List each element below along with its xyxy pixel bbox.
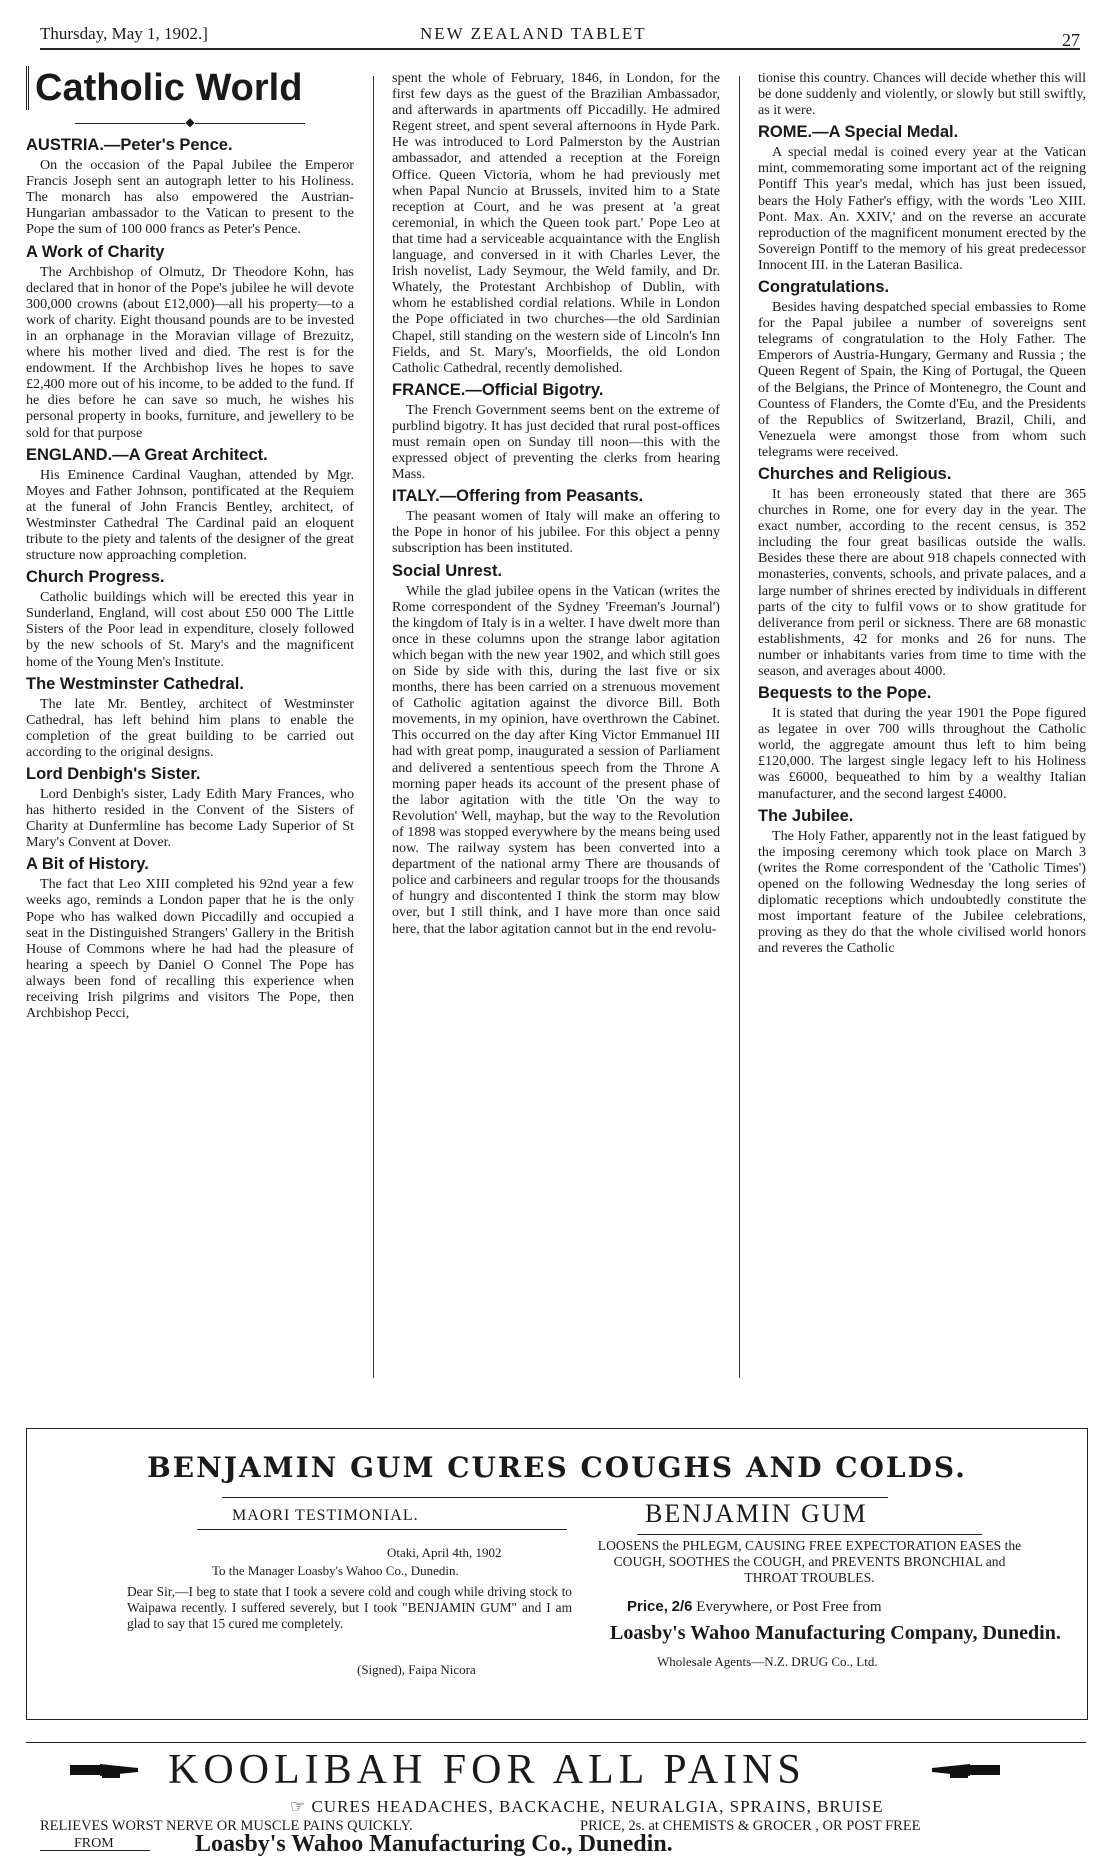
testimonial-rule [197, 1529, 567, 1530]
article-heading: Lord Denbigh's Sister. [26, 765, 201, 783]
price-rest: Everywhere, or Post Free from [696, 1599, 882, 1615]
benjamin-gum-advertisement [26, 1428, 1088, 1720]
price-label: Price, [627, 1598, 668, 1615]
product-rule [637, 1534, 982, 1535]
cures-text: CURES HEADACHES, BACKACHE, NEURALGIA, SPRAINS, BRUISE [311, 1797, 884, 1816]
article-body: The peasant women of Italy will make an offering to the Pope in honor of his jubilee. For this object a penny subscription has been instituted. [392, 508, 720, 557]
article-heading: The Jubilee. [758, 806, 854, 825]
koolibah-from: FROM [74, 1836, 114, 1851]
testimonial-title: MAORI TESTIMONIAL. [232, 1507, 419, 1524]
article-heading: ITALY.—Offering from Peasants. [392, 487, 644, 506]
article-heading: ENGLAND.—A Great Architect. [26, 445, 268, 464]
product-name: BENJAMIN GUM [645, 1499, 868, 1528]
small-hand-icon: ☞ [290, 1797, 307, 1816]
article-body: On the occasion of the Papal Jubilee the Emperor Francis Joseph sent an autograph letter to his Holiness. The monarch has also empowered the Austrian-Hungarian ambassador to the Vatican to present to the Pope the sum of 100 000 francs as Peter's Pence. [26, 157, 354, 238]
ad-top-rule [26, 1742, 1086, 1743]
article-body: It has been erroneously stated that there are 365 churches in Rome, one for every day in the year. The exact number, according to the recent census, is 352 including the four great basilicas outside the walls. Besides these there are about 918 chapels connected with monasteries, convents, schools, and private palaces, and a large number of shrines erected by individuals in different parts of the city to fulfil vows or to show gratitude for deliverance from peril or sickness. There are 68 monastic establishments, 42 for monks and 26 for nuns. The number or inhabitants varies from time to time with the season, and averages about 4000. [758, 485, 1086, 679]
article-body: While the glad jubilee opens in the Vatican (writes the Rome correspondent of the Sydney 'Freeman's Journal') the kingdom of Italy is in a welter. I have dwelt more than once in these columns upon the strange labor agitation which began with the new year 1902, and which still goes on Side by side with this, during the last five or six months, there has been carried on a strenuous movement of Catholic agitation against the divorce Bill. Both movements, in my opinion, have overthrown the Cabinet. This occurred on the day after King Victor Emmanuel III had with great pomp, inaugurated a session of Parliament and delivered a sententious speech from the Throne A morning paper heads its account of the present phase of the labor agitation with the title 'On the way to Revolution' Well, mayhap, but the way to the Revolution of 1898 was stopped everywhere by the means being used now. The railway system has been converted into a department of the national army There are thousands of police and carbineers and regular troops for the thousands of hungry and discontented I think the storm may blow over, but I still think, and I have more than once said here, that the labor agitation cannot but in the end revolu- [392, 582, 720, 937]
product-price [627, 1598, 882, 1616]
column-1 [26, 67, 354, 1022]
article-heading: ROME.—A Special Medal. [758, 123, 959, 142]
article-body: spent the whole of February, 1846, in London, for the first few days as the guest of the Brazilian Ambassador, and afterwards in apartments off Piccadilly. He admired Regent street, and spent several afternoons in Hyde Park. He was introduced to Lord Palmerston by the Austrian ambassador, and attended a reception at the Foreign Office. Queen Victoria, whom he had previously met when Papal Nuncio at Brussels, invited him to a State reception at Court, and he was present at 'a great ceremonial, in which the Queen took part.' Pope Leo at that time had a serviceable acquaintance with the English language, and conversed in it with Charles Lever, the Irish novelist, Lady Seymour, the Weld family, and Dr. Whately, the Protestant Archbishop of Dublin, with whom he established cordial relations. While in London the Pope officiated in two churches—the old Sardinian Chapel, still standing on the western side of Lincoln's Inn Fields, and St. Mary's, Moorfields, the old London Catholic Cathedral, recently demolished. [392, 70, 720, 376]
wholesale-agents: Wholesale Agents—N.Z. DRUG Co., Ltd. [657, 1654, 878, 1669]
koolibah-price: PRICE, 2s. at CHEMISTS & GROCER , OR POST FREE [580, 1818, 921, 1834]
pointing-hand-left-icon [930, 1761, 1000, 1779]
article-body: Catholic buildings which will be erected this year in Sunderland, England, will cost about £50 000 The Little Sisters of the Poor lead in expenditure, closely followed by the new schools of St. Mary's and the magnificent home of the Young Men's Institute. [26, 589, 354, 670]
article-heading: A Work of Charity [26, 242, 165, 261]
pointing-hand-right-icon [70, 1761, 140, 1779]
article-body: Lord Denbigh's sister, Lady Edith Mary Frances, who has hitherto resided in the Convent of the Sisters of Charity at Dunfermline has become Lady Superior of St Mary's Convent at Dover. [26, 786, 354, 851]
column-rule-2 [739, 76, 740, 1378]
page-number: 27 [1062, 30, 1080, 50]
ad-rule [222, 1497, 888, 1498]
koolibah-headline: KOOLIBAH FOR ALL PAINS [168, 1747, 806, 1793]
article-body: The fact that Leo XIII completed his 92nd year a few weeks ago, reminds a London paper that he is the only Pope who has walked down Piccadilly and occupied a seat in the Distinguished Strangers' Gallery in the British House of Commons where he had had the pleasure of hearing a speech by Daniel O Connel The Pope has always been fond of recalling this experience when receiving Irish pilgrims and visitors The Pope, then Archbishop Pecci, [26, 876, 354, 1022]
ad-headline: BENJAMIN GUM CURES COUGHS AND COLDS. [147, 1451, 967, 1484]
koolibah-relieves: RELIEVES WORST NERVE OR MUSCLE PAINS QUICKLY. [40, 1818, 413, 1834]
koolibah-cures [290, 1797, 884, 1817]
price-value: 2/6 [671, 1598, 693, 1615]
article-body: The Holy Father, apparently not in the least fatigued by the imposing ceremony which took place on March 3 (writes the Rome correspondent of the 'Catholic Times') opened on the following Wednesday the long series of diplomatic receptions which undoubtedly constitute the most important feature of the Jubilee celebrations, proving as they do that the whole civilised world honors and reveres the Catholic [758, 827, 1086, 957]
manufacturer: Loasby's Wahoo Manufacturing Company, Dunedin. [610, 1622, 1061, 1644]
article-body: His Eminence Cardinal Vaughan, attended by Mgr. Moyes and Father Johnson, pontificated at the Requiem at the funeral of John Francis Bentley, architect, of Westminster Cathedral The Cardinal paid an eloquent tribute to the piety and talents of the designer of the great structure now approaching completion. [26, 466, 354, 564]
article-heading: The Westminster Cathedral. [26, 674, 244, 693]
article-heading: Church Progress. [26, 568, 165, 587]
koolibah-maker: Loasby's Wahoo Manufacturing Co., Dunedin. [195, 1831, 673, 1857]
testimonial-date: Otaki, April 4th, 1902 [387, 1545, 502, 1560]
product-claims: LOOSENS the PHLEGM, CAUSING FREE EXPECTORATION EASES the COUGH, SOOTHES the COUGH, and PREVENTS BRONCHIAL and THROAT TROUBLES. [597, 1538, 1022, 1585]
article-heading: Social Unrest. [392, 561, 503, 580]
section-title: Catholic World [26, 66, 354, 110]
article-body: tionise this country. Chances will decide whether this will be done suddenly and violently, or slowly but still swiftly, as it were. [758, 70, 1086, 119]
article-body: Besides having despatched special embassies to Rome for the Papal jubilee a number of sovereigns sent telegrams of congratulation to the Holy Father. The Emperors of Austria-Hungary, Germany and Russia ; the Queen Regent of Spain, the King of Portugal, the Queen of the Belgians, the Prince of Montenegro, the Count and Countess of Flanders, the Comte d'Eu, and the Presidents of the Republics of Switzerland, Brazil, Chili, and Venezuela were amongst those from whom such telegrams were received. [758, 299, 1086, 460]
header-rule [40, 48, 1080, 50]
article-heading: Congratulations. [758, 278, 890, 297]
column-3 [758, 70, 1086, 956]
article-body: The late Mr. Bentley, architect of Westminster Cathedral, has left behind him plans to enable the completion of the great building to be carried out according to the original designs. [26, 695, 354, 760]
article-heading: A Bit of History. [26, 855, 149, 874]
testimonial-addressee: To the Manager Loasby's Wahoo Co., Dunedin. [212, 1563, 459, 1578]
article-body: A special medal is coined every year at the Vatican mint, commemorating some important act of the reigning Pontiff This year's medal, which has just been issued, bears the Holy Father's effigy, with the words 'Leo XIII. Pont. Max. An. XXIV,' and on the reverse an accurate reproduction of the magnificent monument erected by the Sovereign Pontiff to the memory of his great predecessor Innocent III. in the Lateran Basilica. [758, 144, 1086, 273]
article-heading: Churches and Religious. [758, 464, 952, 483]
publication-title: NEW ZEALAND TABLET [420, 24, 647, 43]
title-ornament: ◆ [26, 114, 354, 130]
article-heading: FRANCE.—Official Bigotry. [392, 380, 604, 399]
article-body: The French Government seems bent on the extreme of purblind bigotry. It has just decided that rural post-offices must remain open on Sunday till noon—this with the expressed object of preventing the clerks from hearing Mass. [392, 401, 720, 483]
testimonial-signature: (Signed), Faipa Nicora [357, 1662, 476, 1677]
article-heading: AUSTRIA.—Peter's Pence. [26, 136, 233, 155]
page-header [40, 10, 1080, 50]
article-heading: Bequests to the Pope. [758, 684, 932, 703]
column-rule-1 [373, 76, 374, 1378]
testimonial-letter: Dear Sir,—I beg to state that I took a severe cold and cough while driving stock to Waipawa recently. I suffered severely, but I took "BENJAMIN GUM" and I am glad to say that 15 cured me completely. [127, 1584, 572, 1631]
column-2 [392, 70, 720, 937]
article-body: The Archbishop of Olmutz, Dr Theodore Kohn, has declared that in honor of the Pope's jubilee he will devote 300,000 crowns (about £12,000)—all his property—to a work of charity. Eight thousand pounds are to be invested in an orphanage in the Moravian village of Brezuitz, where his mother lived and died. The rest is for the endowment. If the Archbishop lives he hopes to save £2,400 more out of his income, to be added to the fund. If he dies before he can save so much, he wishes his personal property in books, furniture, and jewellery to be sold for that purpose [26, 263, 354, 441]
issue-date: Thursday, May 1, 1902.] [40, 24, 208, 43]
article-body: It is stated that during the year 1901 the Pope figured as legatee in over 700 wills throughout the Catholic world, the aggregate amount thus left to him being £120,000. The largest single legacy left to his Holiness was £6000, bequeathed to him by a wealthy Italian manufacturer, and the second largest £4000. [758, 705, 1086, 802]
